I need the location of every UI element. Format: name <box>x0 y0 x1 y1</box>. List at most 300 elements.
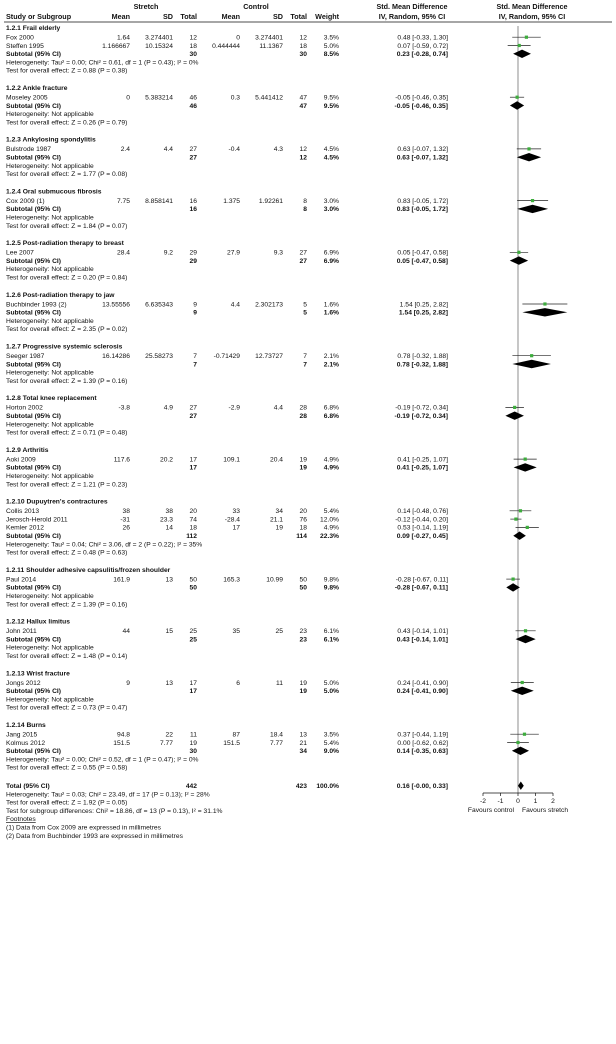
study-name: John 2011 <box>6 628 37 636</box>
control-total: 20 <box>299 508 307 516</box>
subgroup-overall-effect: Test for overall effect: Z = 2.35 (P = 0.02) <box>6 326 128 334</box>
subtotal-control-total: 28 <box>299 413 307 420</box>
study-ci: -0.12 [-0.44, 0.20] <box>395 516 448 524</box>
control-mean: 151.5 <box>223 739 240 747</box>
study-weight: 5.4% <box>323 739 339 747</box>
total-overall-effect: Test for overall effect: Z = 1.92 (P = 0.05) <box>6 799 128 807</box>
study-point-marker <box>513 406 516 409</box>
subtotal-label: Subtotal (95% CI) <box>6 636 61 644</box>
stretch-mean: 151.5 <box>113 739 130 747</box>
subgroup-title: 1.2.10 Dupuytren's contractures <box>6 498 108 506</box>
subgroup-title: 1.2.14 Burns <box>6 722 46 729</box>
control-total: 19 <box>299 679 307 687</box>
subgroup-heterogeneity: Heterogeneity: Not applicable <box>6 593 94 600</box>
subgroup-heterogeneity: Heterogeneity: Tau² = 0.04; Chi² = 3.06, df = 2 (P = 0.22); I² = 35% <box>6 541 203 549</box>
control-total: 50 <box>299 576 307 584</box>
x-axis-tick-label: -2 <box>480 798 486 805</box>
study-weight: 5.0% <box>323 679 339 687</box>
control-mean: 0.444444 <box>212 42 240 50</box>
control-sd: 9.3 <box>273 249 283 257</box>
footnote-item: (2) Data from Buchbinder 1993 are expressed in millimetres <box>6 832 183 840</box>
stretch-sd: 9.2 <box>163 249 173 257</box>
stretch-total: 20 <box>189 508 197 516</box>
subtotal-control-total: 50 <box>299 584 307 592</box>
stretch-mean-header: Mean <box>111 12 130 21</box>
subtotal-control-total: 27 <box>299 257 307 265</box>
stretch-sd: 8.858141 <box>145 197 173 205</box>
subgroup-heterogeneity: Heterogeneity: Not applicable <box>6 696 94 704</box>
subtotal-control-total: 34 <box>299 748 307 756</box>
study-ci: 0.14 [-0.48, 0.76] <box>397 508 448 516</box>
subtotal-stretch-total: 25 <box>189 636 197 644</box>
stretch-total: 18 <box>189 42 197 50</box>
subtotal-control-total: 7 <box>303 361 307 369</box>
x-axis-tick-label: 2 <box>551 798 555 805</box>
subtotal-weight: 9.0% <box>323 748 339 756</box>
subtotal-diamond <box>517 153 541 161</box>
stretch-total: 9 <box>193 301 197 309</box>
weight-header: Weight <box>315 12 339 21</box>
subgroup-title: 1.2.4 Oral submucous fibrosis <box>6 188 102 196</box>
study-weight: 12.0% <box>320 516 339 524</box>
stretch-total: 17 <box>189 456 197 464</box>
study-point-marker <box>526 526 529 529</box>
control-total: 21 <box>299 739 307 747</box>
subgroup-overall-effect: Test for overall effect: Z = 0.73 (P = 0.47) <box>6 704 128 712</box>
subgroup-heterogeneity: Heterogeneity: Tau² = 0.00; Chi² = 0.52, df = 1 (P = 0.47); I² = 0% <box>6 756 199 764</box>
study-weight: 4.9% <box>323 456 339 464</box>
control-sd: 1.92261 <box>258 197 283 205</box>
subgroup-overall-effect: Test for overall effect: Z = 1.39 (P = 0.16) <box>6 377 128 385</box>
subgroup-title: 1.2.5 Post-radiation therapy to breast <box>6 240 124 248</box>
control-total: 5 <box>303 301 307 309</box>
study-weight: 9.8% <box>323 576 339 584</box>
subtotal-weight: 4.9% <box>323 464 339 472</box>
subtotal-weight: 9.5% <box>323 102 339 110</box>
stretch-mean: 44 <box>122 628 130 636</box>
subtotal-stretch-total: 30 <box>189 748 197 756</box>
subtotal-stretch-total: 27 <box>189 154 197 162</box>
subtotal-diamond <box>514 463 537 471</box>
study-ci: 1.54 [0.25, 2.82] <box>399 301 448 309</box>
study-point-marker <box>543 302 546 305</box>
stretch-sd: 4.9 <box>163 404 173 412</box>
stretch-mean: -31 <box>120 516 130 524</box>
stretch-total: 27 <box>189 146 197 154</box>
study-ci: 0.24 [-0.41, 0.90] <box>397 679 448 687</box>
subtotal-control-total: 23 <box>299 636 307 644</box>
subgroup-title: 1.2.12 Hallux limitus <box>6 618 70 626</box>
control-mean: 33 <box>232 508 240 516</box>
stretch-mean: 0 <box>126 94 130 102</box>
study-name: Cox 2009 (1) <box>6 197 45 205</box>
control-mean: 87 <box>232 731 240 739</box>
subtotal-control-total: 12 <box>299 154 307 162</box>
control-sd: 18.4 <box>269 731 283 739</box>
study-ci: 0.37 [-0.44, 1.19] <box>397 731 448 739</box>
subtotal-diamond <box>517 205 548 213</box>
study-ci: -0.19 [-0.72, 0.34] <box>395 404 448 412</box>
stretch-sd: 5.383214 <box>145 94 173 102</box>
x-axis-tick-label: 0 <box>516 798 520 805</box>
control-sd: 7.77 <box>269 739 283 747</box>
subtotal-ci: 0.05 [-0.47, 0.58] <box>396 257 448 265</box>
study-point-marker <box>521 681 524 684</box>
subtotal-ci: 0.14 [-0.35, 0.63] <box>396 748 448 756</box>
subtotal-label: Subtotal (95% CI) <box>6 688 61 696</box>
stretch-mean: 1.166667 <box>102 42 130 50</box>
study-ci: 0.53 [-0.14, 1.19] <box>397 524 448 532</box>
study-name: Fox 2000 <box>6 34 34 42</box>
subgroup-differences-test: Test for subgroup differences: Chi² = 18.86, df = 13 (P = 0.13), I² = 31.1% <box>6 807 223 815</box>
control-total: 27 <box>299 249 307 257</box>
stretch-total: 19 <box>189 739 197 747</box>
control-total: 7 <box>303 353 307 360</box>
subtotal-ci: 0.23 [-0.28, 0.74] <box>396 51 448 59</box>
plot-column-title: Std. Mean Difference <box>496 2 568 11</box>
study-point-marker <box>514 518 517 521</box>
control-sd: 12.73727 <box>255 353 283 360</box>
subtotal-weight: 6.1% <box>323 636 339 644</box>
study-weight: 2.1% <box>323 353 339 360</box>
subtotal-label: Subtotal (95% CI) <box>6 206 61 214</box>
study-weight: 9.5% <box>323 94 339 102</box>
subtotal-label: Subtotal (95% CI) <box>6 748 61 756</box>
subtotal-label: Subtotal (95% CI) <box>6 533 61 540</box>
stretch-mean: 161.9 <box>113 576 130 584</box>
subgroup-overall-effect: Test for overall effect: Z = 1.77 (P = 0.08) <box>6 171 128 179</box>
control-mean: 35 <box>232 628 240 636</box>
stretch-total: 74 <box>189 516 197 524</box>
subtotal-ci: -0.28 [-0.67, 0.11] <box>394 584 448 592</box>
control-total: 18 <box>299 42 307 50</box>
subtotal-control-total: 30 <box>299 51 307 59</box>
control-sd-header: SD <box>273 12 283 21</box>
stretch-total: 27 <box>189 404 197 412</box>
subgroup-title: 1.2.9 Arthritis <box>6 446 49 454</box>
subtotal-weight: 9.8% <box>323 584 339 592</box>
stretch-sd: 7.77 <box>159 739 173 747</box>
subtotal-diamond <box>510 256 528 264</box>
total-weight: 100.0% <box>316 783 339 790</box>
control-total: 23 <box>299 628 307 636</box>
subgroup-heterogeneity: Heterogeneity: Not applicable <box>6 317 94 325</box>
stretch-total: 29 <box>189 249 197 257</box>
subtotal-label: Subtotal (95% CI) <box>6 309 61 317</box>
control-total: 12 <box>299 146 307 154</box>
subtotal-diamond <box>513 50 531 58</box>
subgroup-heterogeneity: Heterogeneity: Not applicable <box>6 473 94 480</box>
total-control-total: 423 <box>295 783 307 790</box>
study-ci: 0.07 [-0.59, 0.72] <box>397 42 448 50</box>
subtotal-ci: 0.43 [-0.14, 1.01] <box>396 636 448 644</box>
subtotal-label: Subtotal (95% CI) <box>6 257 61 265</box>
study-ci: 0.41 [-0.25, 1.07] <box>397 456 448 464</box>
stretch-sd: 3.274401 <box>145 34 173 42</box>
control-mean: 1.375 <box>223 197 240 205</box>
control-total-header: Total <box>290 12 307 21</box>
control-mean: 109.1 <box>223 456 240 464</box>
study-weight: 6.1% <box>323 628 339 636</box>
study-weight: 1.6% <box>323 301 339 309</box>
subtotal-label: Subtotal (95% CI) <box>6 154 61 162</box>
study-point-marker <box>516 741 519 744</box>
subtotal-weight: 1.6% <box>323 309 339 317</box>
subgroup-overall-effect: Test for overall effect: Z = 1.48 (P = 0.14) <box>6 653 128 660</box>
subtotal-weight: 8.5% <box>323 51 339 59</box>
study-ci: 0.83 [-0.05, 1.72] <box>397 197 448 205</box>
subtotal-label: Subtotal (95% CI) <box>6 102 61 110</box>
study-ci: 0.63 [-0.07, 1.32] <box>397 146 448 154</box>
stretch-mean: 13.55556 <box>102 301 130 309</box>
control-sd: 2.302173 <box>255 301 283 309</box>
subtotal-stretch-total: 27 <box>189 413 197 420</box>
control-total: 12 <box>299 34 307 42</box>
study-point-marker <box>530 354 533 357</box>
control-sd: 10.99 <box>266 576 283 584</box>
stretch-total: 11 <box>190 731 197 739</box>
stretch-sd: 15 <box>165 628 173 636</box>
subgroup-overall-effect: Test for overall effect: Z = 0.55 (P = 0.58) <box>6 764 128 772</box>
subtotal-ci: 0.78 [-0.32, 1.88] <box>396 361 448 369</box>
control-mean-header: Mean <box>221 12 240 21</box>
stretch-group-header: Stretch <box>133 2 159 11</box>
subtotal-stretch-total: 112 <box>186 533 197 540</box>
control-total: 19 <box>299 456 307 464</box>
study-point-marker <box>519 509 522 512</box>
stretch-total: 50 <box>189 576 197 584</box>
control-mean: 6 <box>236 679 240 687</box>
subgroup-overall-effect: Test for overall effect: Z = 0.71 (P = 0.48) <box>6 429 128 437</box>
subtotal-ci: -0.05 [-0.46, 0.35] <box>394 102 448 110</box>
stretch-mean: 16.14286 <box>102 353 130 360</box>
stretch-total: 17 <box>189 679 197 687</box>
study-name: Kemler 2012 <box>6 524 44 532</box>
study-weight: 4.9% <box>323 524 339 532</box>
favours-stretch-label: Favours stretch <box>522 807 569 814</box>
study-ci: 0.00 [-0.62, 0.62] <box>397 739 448 747</box>
subtotal-diamond <box>513 532 526 540</box>
subgroup-overall-effect: Test for overall effect: Z = 0.20 (P = 0.84) <box>6 274 128 282</box>
study-weight: 5.0% <box>323 42 339 50</box>
stretch-mean: 94.8 <box>116 731 130 739</box>
stretch-total-header: Total <box>180 12 197 21</box>
subtotal-label: Subtotal (95% CI) <box>6 464 61 472</box>
study-ci: 0.78 [-0.32, 1.88] <box>397 353 448 360</box>
stretch-sd: 4.4 <box>163 146 173 154</box>
control-total: 18 <box>299 524 307 532</box>
control-total: 28 <box>299 404 307 412</box>
footnotes-title: Footnotes <box>6 816 36 824</box>
stretch-mean: 28.4 <box>116 249 130 257</box>
study-name: Buchbinder 1993 (2) <box>6 301 67 309</box>
stretch-sd: 20.2 <box>159 456 173 464</box>
control-sd: 21.1 <box>269 516 283 524</box>
subtotal-diamond <box>516 635 536 643</box>
subtotal-label: Subtotal (95% CI) <box>6 584 61 592</box>
stretch-sd: 6.635343 <box>145 301 173 309</box>
subtotal-ci: 1.54 [0.25, 2.82] <box>398 309 448 317</box>
subtotal-stretch-total: 7 <box>193 361 197 369</box>
subtotal-control-total: 19 <box>299 688 307 696</box>
stretch-total: 16 <box>189 197 197 205</box>
control-sd: 3.274401 <box>255 34 283 42</box>
x-axis-tick-label: 1 <box>533 798 538 805</box>
smd-column-subtitle: IV, Random, 95% CI <box>378 12 446 21</box>
study-weight: 3.0% <box>323 197 339 205</box>
subtotal-control-total: 114 <box>296 533 307 540</box>
study-weight: 3.5% <box>323 731 339 739</box>
control-sd: 4.4 <box>273 404 283 412</box>
stretch-sd: 25.58273 <box>145 353 173 360</box>
subgroup-overall-effect: Test for overall effect: Z = 0.26 (P = 0.79) <box>6 119 128 127</box>
stretch-sd: 22 <box>165 731 173 739</box>
stretch-total: 25 <box>189 628 197 636</box>
table-header <box>6 2 568 21</box>
control-sd: 19 <box>275 524 283 532</box>
study-ci: -0.05 [-0.46, 0.35] <box>395 94 448 102</box>
subtotal-weight: 4.5% <box>323 154 339 162</box>
study-point-marker <box>527 147 530 150</box>
subgroup-title: 1.2.8 Total knee replacement <box>6 395 97 403</box>
stretch-mean: 26 <box>122 524 130 532</box>
subtotal-weight: 3.0% <box>323 206 339 214</box>
control-group-header: Control <box>243 2 269 11</box>
subtotal-ci: 0.63 [-0.07, 1.32] <box>396 154 448 162</box>
study-weight: 6.9% <box>323 249 339 257</box>
study-weight: 3.5% <box>323 34 339 42</box>
stretch-total: 7 <box>193 353 197 360</box>
study-ci: 0.05 [-0.47, 0.58] <box>397 249 448 257</box>
subgroup-title: 1.2.7 Progressive systemic sclerosis <box>6 343 123 351</box>
subtotal-control-total: 19 <box>299 464 307 472</box>
stretch-sd: 38 <box>165 508 173 516</box>
study-name: Lee 2007 <box>6 249 34 257</box>
study-name: Jongs 2012 <box>6 679 41 687</box>
subgroup-heterogeneity: Heterogeneity: Not applicable <box>6 214 94 222</box>
control-sd: 5.441412 <box>255 94 283 102</box>
study-name: Jang 2015 <box>6 731 38 739</box>
study-point-marker <box>516 96 519 99</box>
subtotal-weight: 6.9% <box>323 257 339 265</box>
stretch-sd: 13 <box>165 679 173 687</box>
subgroup-heterogeneity: Heterogeneity: Not applicable <box>6 421 94 429</box>
study-name: Paul 2014 <box>6 576 37 584</box>
control-sd: 11 <box>276 679 283 687</box>
control-mean: -0.71429 <box>213 353 240 360</box>
subtotal-stretch-total: 9 <box>193 309 197 317</box>
stretch-sd: 10.15324 <box>145 42 173 50</box>
study-point-marker <box>523 733 526 736</box>
subgroup-heterogeneity: Heterogeneity: Not applicable <box>6 266 94 274</box>
study-name: Bulstrode 1987 <box>6 146 51 154</box>
study-ci: -0.28 [-0.67, 0.11] <box>395 576 448 584</box>
stretch-mean: 2.4 <box>120 146 130 154</box>
subtotal-stretch-total: 17 <box>189 688 197 696</box>
control-mean: 0 <box>236 34 240 42</box>
subtotal-weight: 5.0% <box>323 688 339 696</box>
stretch-sd: 13 <box>165 576 173 584</box>
control-mean: 0.3 <box>230 94 240 102</box>
stretch-sd: 23.3 <box>159 516 173 524</box>
study-name: Jerosch-Herold 2011 <box>6 516 68 524</box>
study-point-marker <box>524 458 527 461</box>
study-name: Collis 2013 <box>6 508 40 516</box>
control-sd: 11.1367 <box>259 42 283 50</box>
smd-column-title: Std. Mean Difference <box>376 2 448 11</box>
stretch-total: 12 <box>189 34 197 42</box>
study-name: Aoki 2009 <box>6 456 36 464</box>
subgroup-overall-effect: Test for overall effect: Z = 1.21 (P = 0.23) <box>6 481 128 489</box>
subtotal-diamond <box>505 412 524 420</box>
stretch-sd: 14 <box>165 524 173 532</box>
subgroup-heterogeneity: Heterogeneity: Tau² = 0.00; Chi² = 0.61, df = 1 (P = 0.43); I² = 0% <box>6 59 199 67</box>
subtotal-control-total: 5 <box>303 309 307 317</box>
control-mean: 27.9 <box>226 249 240 257</box>
total-diamond <box>518 782 524 790</box>
subtotal-ci: 0.09 [-0.27, 0.45] <box>396 533 448 540</box>
subtotal-weight: 6.8% <box>323 413 339 420</box>
control-sd: 34 <box>275 508 283 516</box>
study-name: Kolmus 2012 <box>6 739 46 747</box>
subgroup-overall-effect: Test for overall effect: Z = 0.48 (P = 0.63) <box>6 549 128 557</box>
stretch-total: 46 <box>189 94 197 102</box>
stretch-mean: 38 <box>122 508 130 516</box>
subtotal-weight: 2.1% <box>323 361 339 369</box>
study-name: Horton 2002 <box>6 404 43 412</box>
subtotal-stretch-total: 17 <box>189 464 197 472</box>
total-heterogeneity: Heterogeneity: Tau² = 0.03; Chi² = 23.49, df = 17 (P = 0.13); I² = 28% <box>6 791 210 799</box>
total-label: Total (95% CI) <box>6 783 50 790</box>
control-sd: 4.3 <box>273 146 283 154</box>
study-point-marker <box>512 578 515 581</box>
control-total: 8 <box>303 197 307 205</box>
stretch-sd-header: SD <box>163 12 173 21</box>
subtotal-diamond <box>522 308 567 316</box>
subgroup-title: 1.2.1 Frail elderly <box>6 25 61 32</box>
study-weight: 5.4% <box>323 508 339 516</box>
subtotal-control-total: 47 <box>299 102 307 110</box>
control-total: 47 <box>299 94 307 102</box>
study-point-marker <box>531 199 534 202</box>
footnote-item: (1) Data from Cox 2009 are expressed in millimetres <box>6 824 161 832</box>
subgroup-heterogeneity: Heterogeneity: Not applicable <box>6 644 94 652</box>
study-weight: 6.8% <box>323 404 339 412</box>
favours-control-label: Favours control <box>467 807 514 814</box>
study-name: Seeger 1987 <box>6 353 45 360</box>
stretch-mean: 1.64 <box>116 34 130 42</box>
study-name: Moseley 2005 <box>6 94 48 102</box>
control-mean: 17 <box>232 524 240 532</box>
subtotal-stretch-total: 30 <box>189 51 197 59</box>
subtotal-diamond <box>510 101 524 109</box>
control-mean: -0.4 <box>228 146 240 154</box>
subgroup-title: 1.2.13 Wrist fracture <box>6 670 70 678</box>
study-column-header: Study or Subgroup <box>6 12 72 21</box>
subgroup-title: 1.2.11 Shoulder adhesive capsulitis/frozen shoulder <box>6 566 171 574</box>
subgroup-heterogeneity: Heterogeneity: Not applicable <box>6 111 94 119</box>
control-mean: -2.9 <box>228 404 240 412</box>
control-mean: -28.4 <box>224 516 240 524</box>
stretch-mean: 117.6 <box>113 456 130 464</box>
subtotal-stretch-total: 29 <box>189 257 197 265</box>
subgroup-overall-effect: Test for overall effect: Z = 0.88 (P = 0.38) <box>6 67 128 75</box>
stretch-total: 18 <box>189 524 197 532</box>
stretch-mean: 9 <box>126 679 130 687</box>
control-sd: 25 <box>275 628 283 636</box>
stretch-mean: 7.75 <box>116 197 130 205</box>
study-point-marker <box>525 36 528 39</box>
